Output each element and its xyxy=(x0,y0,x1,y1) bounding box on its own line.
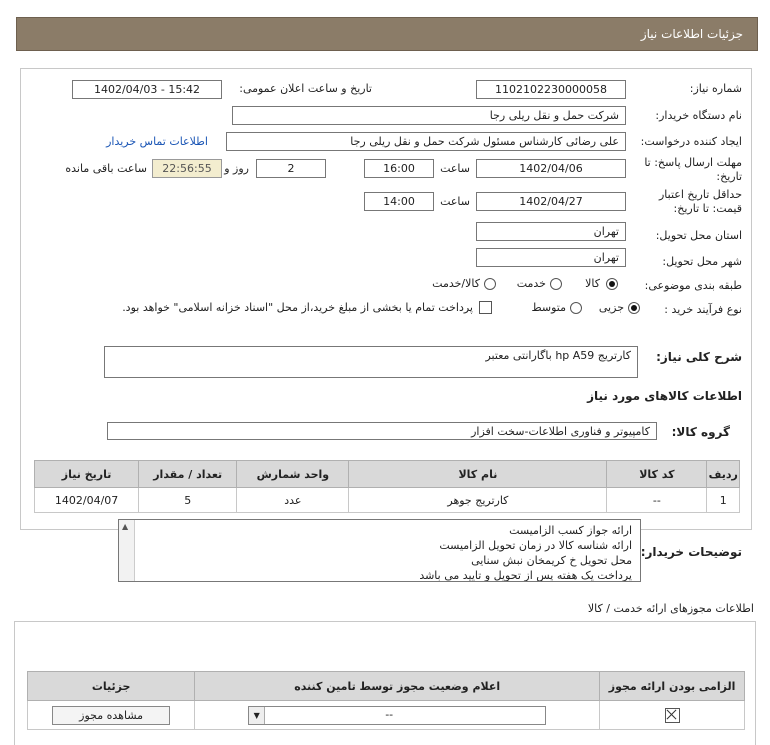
goods-group-label: گروه کالا: xyxy=(671,425,730,439)
process-option-medium: متوسط xyxy=(531,301,566,314)
category-option-service: خدمت xyxy=(516,277,546,290)
col-row: ردیف xyxy=(707,461,740,488)
days-field[interactable]: 2 xyxy=(256,159,326,178)
col-permit-status: اعلام وضعیت مجوز توسط تامین کننده xyxy=(195,672,600,701)
need-number-field[interactable]: 1102102230000058 xyxy=(476,80,626,99)
note-line: محل تحویل خ کریمخان نبش سنایی xyxy=(471,554,632,567)
payment-note: پرداخت تمام یا بخشی از مبلغ خرید،از محل "اسناد خزانه اسلامی" خواهد بود. xyxy=(122,301,473,314)
city-label: شهر محل تحویل: xyxy=(662,255,742,268)
note-line: ارائه جواز کسب الزامیست xyxy=(509,524,632,537)
need-number-label: شماره نیاز: xyxy=(689,82,742,95)
deadline-label: مهلت ارسال پاسخ: تا xyxy=(644,156,742,169)
validity-time-field[interactable]: 14:00 xyxy=(364,192,434,211)
goods-table xyxy=(34,460,740,513)
buyer-notes-label: توضیحات خریدار: xyxy=(640,545,742,559)
page-title: جزئیات اطلاعات نیاز xyxy=(640,27,743,41)
deadline-time-label: ساعت xyxy=(440,162,470,175)
cell-name: کارتریج جوهر xyxy=(349,488,607,513)
table-row xyxy=(28,701,745,730)
cell-row: 1 xyxy=(707,488,740,513)
note-line: ارائه شناسه کالا در زمان تحویل الزامیست xyxy=(439,539,632,552)
category-label: طبقه بندی موضوعی: xyxy=(644,279,742,292)
view-permit-button[interactable]: مشاهده مجوز xyxy=(52,706,170,725)
validity-label-2: قیمت: تا تاریخ: xyxy=(673,202,742,215)
province-label: استان محل تحویل: xyxy=(655,229,742,242)
buyer-contact-link[interactable]: اطلاعات تماس خریدار xyxy=(106,135,208,148)
remaining-time-field: 22:56:55 xyxy=(152,159,222,178)
col-qty: تعداد / مقدار xyxy=(139,461,237,488)
goods-info-title: اطلاعات کالاهای مورد نیاز xyxy=(587,389,742,403)
announce-field[interactable]: 1402/04/03 - 15:42 xyxy=(72,80,222,99)
deadline-date-field[interactable]: 1402/04/06 xyxy=(476,159,626,178)
cell-unit: عدد xyxy=(237,488,349,513)
chevron-down-icon[interactable]: ▼ xyxy=(249,707,265,724)
announce-label: تاریخ و ساعت اعلان عمومی: xyxy=(239,82,372,95)
required-checkbox-icon xyxy=(665,708,680,723)
process-radio-minor[interactable] xyxy=(628,302,640,314)
table-row[interactable] xyxy=(35,488,740,513)
days-label: روز و xyxy=(224,162,249,175)
category-option-goods: کالا xyxy=(585,277,600,290)
remaining-label: ساعت باقی مانده xyxy=(65,162,147,175)
validity-time-label: ساعت xyxy=(440,195,470,208)
process-label: نوع فرآیند خرید : xyxy=(664,303,742,316)
validity-label: حداقل تاریخ اعتبار xyxy=(658,188,742,201)
buyer-notes-box[interactable] xyxy=(118,519,641,582)
deadline-label-2: تاریخ: xyxy=(716,170,742,183)
permit-status-select[interactable] xyxy=(248,706,546,725)
city-field[interactable]: تهران xyxy=(476,248,626,267)
cell-date: 1402/04/07 xyxy=(35,488,139,513)
scroll-up-icon[interactable]: ▲ xyxy=(122,522,129,531)
permit-status-value: -- xyxy=(385,707,394,721)
col-date: تاریخ نیاز xyxy=(35,461,139,488)
deadline-time-field[interactable]: 16:00 xyxy=(364,159,434,178)
notes-scrollbar[interactable] xyxy=(119,520,135,581)
permits-title: اطلاعات مجوزهای ارائه خدمت / کالا xyxy=(587,602,754,615)
creator-label: ایجاد کننده درخواست: xyxy=(640,135,742,148)
cell-qty: 5 xyxy=(139,488,237,513)
col-permit-required: الزامی بودن ارائه مجوز xyxy=(600,672,745,701)
cell-code: -- xyxy=(607,488,707,513)
category-radio-goods[interactable] xyxy=(606,278,618,290)
summary-field[interactable]: کارتریج hp A59 باگارانتی معتبر xyxy=(104,346,638,378)
creator-field[interactable]: علی رضائی کارشناس مسئول شرکت حمل و نقل ریلی رجا xyxy=(226,132,626,151)
process-radio-medium[interactable] xyxy=(570,302,582,314)
permits-table xyxy=(27,671,745,730)
col-unit: واحد شمارش xyxy=(237,461,349,488)
note-line: پرداخت یک هفته پس از تحویل و تایید می باشد xyxy=(419,569,632,582)
process-option-minor: جزیی xyxy=(598,301,624,314)
province-field[interactable]: تهران xyxy=(476,222,626,241)
page-header xyxy=(16,17,758,51)
goods-group-field[interactable]: کامپیوتر و فناوری اطلاعات-سخت افزار xyxy=(107,422,657,440)
category-radio-both[interactable] xyxy=(484,278,496,290)
category-radio-service[interactable] xyxy=(550,278,562,290)
buyer-field[interactable]: شرکت حمل و نقل ریلی رجا xyxy=(232,106,626,125)
buyer-label: نام دستگاه خریدار: xyxy=(655,109,742,122)
category-option-both: کالا/خدمت xyxy=(432,277,480,290)
col-code: کد کالا xyxy=(607,461,707,488)
treasury-payment-checkbox[interactable] xyxy=(479,301,492,314)
summary-label: شرح کلی نیاز: xyxy=(656,350,742,364)
col-name: نام کالا xyxy=(349,461,607,488)
col-permit-details: جزئیات xyxy=(28,672,195,701)
validity-date-field[interactable]: 1402/04/27 xyxy=(476,192,626,211)
